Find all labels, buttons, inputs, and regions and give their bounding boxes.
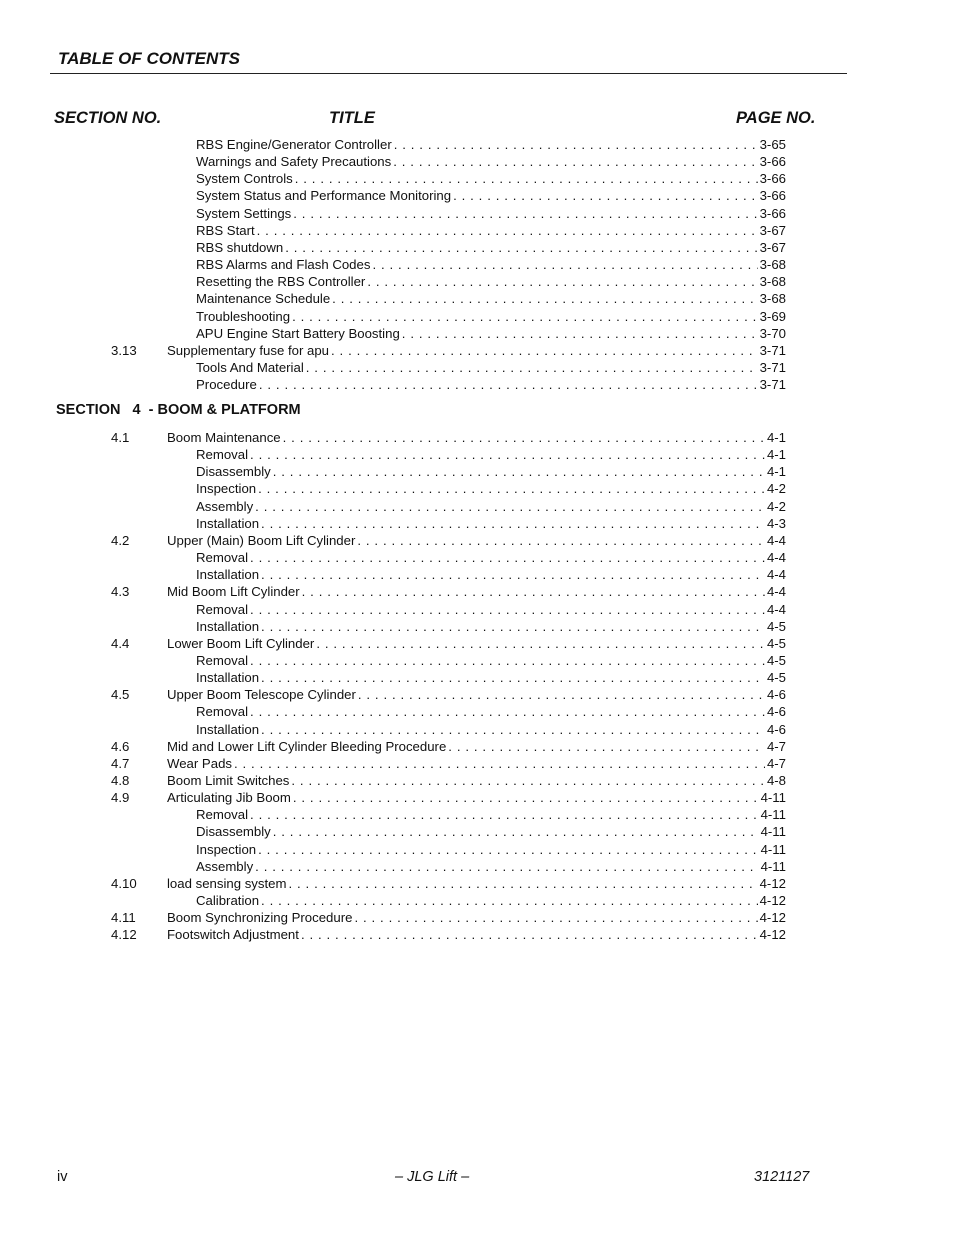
toc-entry-page: 4-12: [759, 927, 786, 943]
dot-leader: [291, 772, 765, 789]
toc-entry[interactable]: [196, 601, 786, 618]
toc-entry-title: Articulating Jib Boom: [167, 790, 291, 806]
toc-entry[interactable]: [111, 755, 786, 772]
toc-entry-page: 4-12: [759, 910, 786, 926]
toc-entry-title: Inspection: [196, 841, 257, 857]
toc-entry-page: 4-5: [766, 635, 786, 651]
toc-entry-title: System Controls: [196, 171, 293, 187]
toc-entry[interactable]: [111, 429, 786, 446]
toc-entry-number: 4.1: [111, 430, 130, 445]
toc-entry[interactable]: [196, 721, 786, 738]
toc-entry-title: RBS shutdown: [196, 239, 284, 255]
dot-leader: [293, 789, 759, 806]
toc-entry-page: 4-7: [766, 738, 786, 754]
dot-leader: [453, 187, 758, 204]
toc-entry-title: Removal: [196, 447, 249, 463]
toc-entry-title: Assembly: [196, 858, 254, 874]
dot-leader: [288, 875, 757, 892]
footer-doc-id: 3121127: [754, 1169, 810, 1185]
toc-entry-page: 4-1: [766, 447, 786, 463]
toc-entry-page: 4-2: [766, 481, 786, 497]
toc-entry-title: Mid Boom Lift Cylinder: [167, 584, 300, 600]
toc-entry-title: RBS Engine/Generator Controller: [196, 137, 392, 152]
toc-entry[interactable]: [196, 239, 786, 256]
dot-leader: [261, 669, 765, 686]
dot-leader: [234, 755, 765, 772]
toc-entry[interactable]: [196, 187, 786, 204]
toc-entry-page: 4-1: [766, 430, 786, 445]
dot-leader: [261, 515, 765, 532]
toc-entry[interactable]: [196, 806, 786, 823]
toc-entry-page: 4-4: [766, 532, 786, 548]
toc-entry-title: Removal: [196, 550, 249, 566]
toc-entry-number: 4.2: [111, 532, 130, 548]
dot-leader: [261, 892, 758, 909]
toc-entry-page: 4-8: [766, 773, 786, 788]
toc-entry-title: Removal: [196, 601, 249, 617]
toc-entry-title: Removal: [196, 652, 249, 668]
toc-entry-title: Procedure: [196, 377, 257, 393]
dot-leader: [354, 909, 757, 926]
dot-leader: [250, 652, 765, 669]
toc-entry-page: 4-4: [766, 550, 786, 566]
toc-entry-page: 3-66: [759, 171, 786, 187]
toc-entry-page: 4-4: [766, 584, 786, 600]
toc-entry[interactable]: [196, 823, 786, 840]
toc-entry-page: 3-66: [759, 154, 786, 170]
dot-leader: [358, 686, 765, 703]
toc-entry-number: 4.6: [111, 738, 130, 754]
toc-entry-page: 4-12: [759, 893, 786, 909]
toc-entry[interactable]: [111, 686, 786, 703]
toc-entry-page: 3-66: [759, 188, 786, 204]
dot-leader: [295, 170, 758, 187]
toc-entry-title: Installation: [196, 567, 260, 583]
dot-leader: [394, 136, 758, 153]
dot-leader: [261, 721, 765, 738]
toc-entry-number: 4.4: [111, 635, 130, 651]
toc-entry[interactable]: [196, 892, 786, 909]
toc-entry-title: Warnings and Safety Precautions: [196, 154, 392, 170]
toc-entry-number: 4.8: [111, 773, 130, 788]
toc-entry-page: 3-67: [759, 222, 786, 238]
toc-entry[interactable]: [111, 532, 786, 549]
toc-entry-page: 3-68: [759, 274, 786, 290]
toc-entry-page: 3-66: [759, 205, 786, 221]
toc-entry[interactable]: [196, 325, 786, 342]
toc-entry[interactable]: [196, 480, 786, 497]
toc-entry-page: 4-6: [766, 704, 786, 720]
toc-entry[interactable]: [196, 170, 786, 187]
toc-entry-page: 3-70: [759, 325, 786, 341]
toc-entry-page: 4-5: [766, 652, 786, 668]
dot-leader: [301, 926, 758, 943]
toc-entry-title: Inspection: [196, 481, 257, 497]
toc-entry[interactable]: [196, 618, 786, 635]
toc-entry-page: 4-4: [766, 567, 786, 583]
toc-entry-number: 4.11: [111, 910, 136, 926]
toc-entry-title: Removal: [196, 807, 249, 823]
toc-entry[interactable]: [196, 841, 786, 858]
toc-entry[interactable]: [196, 290, 786, 307]
dot-leader: [372, 256, 757, 273]
toc-entry-page: 4-4: [766, 601, 786, 617]
column-head-section: SECTION NO.: [54, 109, 162, 127]
dot-leader: [357, 532, 765, 549]
toc-entry-number: 4.7: [111, 755, 130, 771]
dot-leader: [367, 273, 757, 290]
toc-entry-number: 4.9: [111, 790, 130, 806]
toc-entry-page: 4-5: [766, 618, 786, 634]
dot-leader: [306, 359, 758, 376]
toc-entry-page: 3-67: [759, 239, 786, 255]
toc-entry[interactable]: [196, 153, 786, 170]
toc-entry-title: Wear Pads: [167, 755, 232, 771]
dot-leader: [250, 703, 765, 720]
toc-entry-title: Mid and Lower Lift Cylinder Bleeding Procedure: [167, 738, 447, 754]
toc-entry[interactable]: [111, 875, 786, 892]
toc-entry-page: 4-1: [766, 464, 786, 480]
header-divider: [50, 73, 847, 74]
toc-entry[interactable]: [111, 772, 786, 789]
toc-entry[interactable]: [196, 136, 786, 153]
toc-entry-page: 3-71: [759, 359, 786, 375]
toc-entry-number: 4.3: [111, 584, 130, 600]
toc-entry[interactable]: [196, 566, 786, 583]
toc-entry-number: 4.5: [111, 687, 130, 703]
toc-entry-title: RBS Alarms and Flash Codes: [196, 257, 371, 273]
section-heading: SECTION 4 - BOOM & PLATFORM: [56, 402, 301, 418]
toc-entry-number: 4.12: [111, 927, 137, 943]
page-header-title: TABLE OF CONTENTS: [58, 49, 240, 68]
toc-entry-title: Troubleshooting: [196, 308, 291, 324]
toc-entry[interactable]: [196, 222, 786, 239]
dot-leader: [259, 376, 758, 393]
dot-leader: [393, 153, 757, 170]
toc-entry-number: 3.13: [111, 342, 137, 358]
toc-entry[interactable]: [196, 858, 786, 875]
toc-entry-title: APU Engine Start Battery Boosting: [196, 325, 400, 341]
column-head-title: TITLE: [329, 109, 375, 127]
toc-entry-page: 4-6: [766, 721, 786, 737]
toc-entry-title: Installation: [196, 721, 260, 737]
toc-entry-page: 4-11: [760, 824, 786, 840]
footer-page-number: iv: [57, 1169, 68, 1185]
toc-entry-number: 4.10: [111, 875, 137, 891]
toc-entry-page: 4-11: [760, 858, 786, 874]
dot-leader: [257, 222, 758, 239]
dot-leader: [316, 635, 765, 652]
toc-entry-title: Lower Boom Lift Cylinder: [167, 635, 315, 651]
toc-entry-page: 4-11: [760, 841, 786, 857]
toc-entry-title: Disassembly: [196, 824, 271, 840]
toc-entry-title: Upper Boom Telescope Cylinder: [167, 687, 356, 703]
toc-entry-page: 4-2: [766, 498, 786, 514]
toc-entry-title: Upper (Main) Boom Lift Cylinder: [167, 532, 356, 548]
toc-entry-title: System Settings: [196, 205, 292, 221]
toc-entry-title: RBS Start: [196, 222, 255, 238]
dot-leader: [261, 618, 765, 635]
toc-entry-page: 4-11: [760, 807, 786, 823]
toc-entry[interactable]: [196, 515, 786, 532]
toc-entry[interactable]: [111, 789, 786, 806]
dot-leader: [292, 308, 758, 325]
toc-entry-page: 4-12: [759, 875, 786, 891]
toc-entry-page: 4-5: [766, 670, 786, 686]
toc-entry[interactable]: [111, 583, 786, 600]
toc-entry[interactable]: [196, 703, 786, 720]
toc-entry-title: Boom Maintenance: [167, 430, 281, 445]
toc-entry-title: Footswitch Adjustment: [167, 927, 299, 943]
dot-leader: [331, 342, 758, 359]
toc-entry-page: 4-6: [766, 687, 786, 703]
toc-entry-page: 3-71: [759, 377, 786, 393]
toc-entry[interactable]: [111, 926, 786, 943]
toc-entry-title: load sensing system: [167, 875, 287, 891]
dot-leader: [273, 463, 765, 480]
toc-entry-title: Installation: [196, 515, 260, 531]
toc-entry[interactable]: [196, 669, 786, 686]
toc-entry-title: Resetting the RBS Controller: [196, 274, 366, 290]
toc-entry[interactable]: [196, 652, 786, 669]
dot-leader: [285, 239, 757, 256]
footer-center-title: – JLG Lift –: [395, 1169, 470, 1185]
dot-leader: [255, 498, 765, 515]
toc-entry[interactable]: [196, 498, 786, 515]
dot-leader: [250, 446, 765, 463]
dot-leader: [255, 858, 758, 875]
dot-leader: [250, 806, 759, 823]
toc-entry-title: Removal: [196, 704, 249, 720]
toc-entry-page: 3-68: [759, 257, 786, 273]
toc-entry-title: Disassembly: [196, 464, 271, 480]
toc-entry-title: Installation: [196, 618, 260, 634]
toc-entry[interactable]: [196, 463, 786, 480]
toc-entry[interactable]: [111, 635, 786, 652]
toc-entry[interactable]: [111, 342, 786, 359]
toc-entry[interactable]: [196, 256, 786, 273]
dot-leader: [261, 566, 765, 583]
toc-entry-title: Assembly: [196, 498, 254, 514]
dot-leader: [258, 480, 765, 497]
toc-entry-title: Boom Limit Switches: [167, 773, 290, 788]
toc-entry-title: Calibration: [196, 893, 260, 909]
dot-leader: [250, 601, 765, 618]
toc-entry[interactable]: [196, 359, 786, 376]
dot-leader: [258, 841, 758, 858]
dot-leader: [250, 549, 765, 566]
toc-entry[interactable]: [111, 909, 786, 926]
toc-entry-title: Supplementary fuse for apu: [167, 342, 330, 358]
toc-entry-title: Installation: [196, 670, 260, 686]
toc-entry-page: 3-69: [759, 308, 786, 324]
toc-entry[interactable]: [196, 549, 786, 566]
dot-leader: [293, 205, 757, 222]
toc-entry-page: 4-3: [766, 515, 786, 531]
dot-leader: [402, 325, 758, 342]
dot-leader: [302, 583, 765, 600]
toc-entry-page: 3-71: [759, 342, 786, 358]
toc-entry-page: 4-7: [766, 755, 786, 771]
toc-entry[interactable]: [196, 273, 786, 290]
toc-entry[interactable]: [196, 376, 786, 393]
toc-entry-page: 3-65: [759, 137, 786, 152]
toc-entry-title: System Status and Performance Monitoring: [196, 188, 452, 204]
dot-leader: [332, 290, 757, 307]
toc-entry[interactable]: [196, 308, 786, 325]
column-head-page: PAGE NO.: [736, 109, 816, 127]
toc-entry[interactable]: [196, 205, 786, 222]
toc-entry-page: 3-68: [759, 291, 786, 307]
toc-entry-title: Tools And Material: [196, 359, 304, 375]
dot-leader: [448, 738, 765, 755]
toc-entry[interactable]: [196, 446, 786, 463]
dot-leader: [273, 823, 759, 840]
dot-leader: [283, 429, 765, 446]
toc-entry-page: 4-11: [760, 790, 786, 806]
toc-entry-title: Maintenance Schedule: [196, 291, 331, 307]
toc-entry[interactable]: [111, 738, 786, 755]
toc-entry-title: Boom Synchronizing Procedure: [167, 910, 353, 926]
